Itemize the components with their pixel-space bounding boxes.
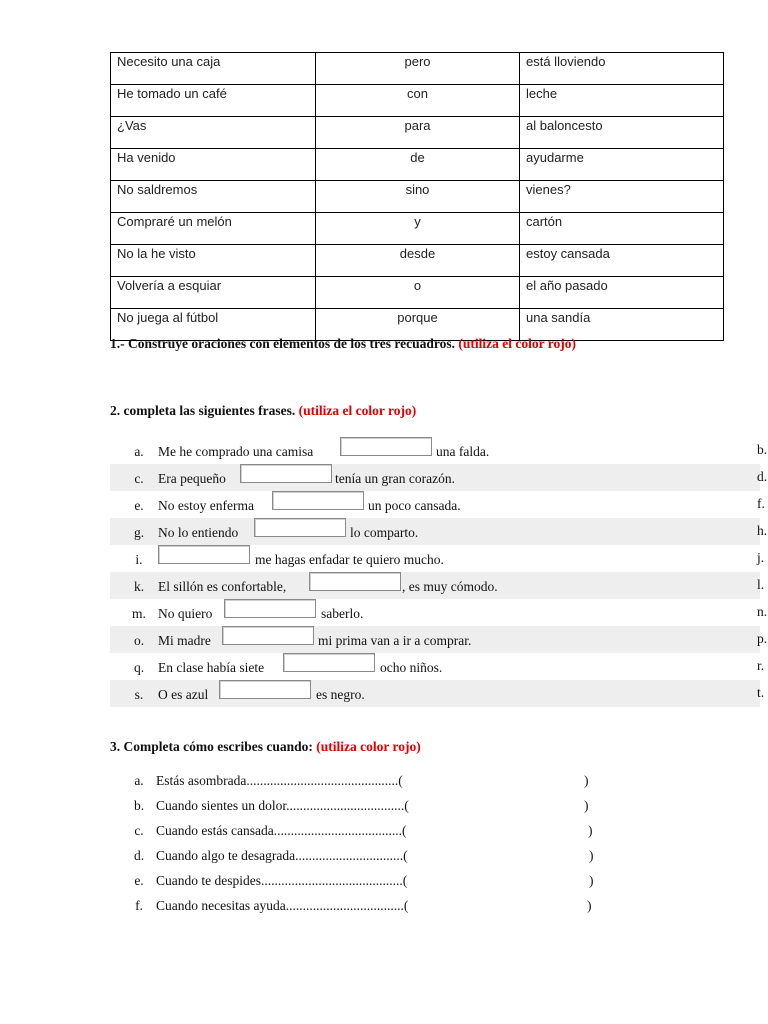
- item-text: Estás asombrada.............................................(: [156, 773, 403, 788]
- answer-field[interactable]: [240, 464, 332, 483]
- item-letter: i.: [135, 552, 143, 567]
- exercise-2-item: [110, 518, 760, 545]
- table-cell: al baloncesto: [520, 117, 724, 149]
- section-3-heading: [110, 739, 421, 755]
- table-cell: con: [316, 85, 520, 117]
- closing-paren: ): [584, 798, 589, 813]
- item-letter: a.: [134, 773, 144, 788]
- word-table: [110, 52, 724, 341]
- table-cell: ¿Vas: [111, 117, 316, 149]
- table-row: [111, 85, 724, 117]
- answer-field[interactable]: [340, 437, 432, 456]
- clipped-item-letter: b.: [757, 442, 768, 457]
- table-cell: pero: [316, 53, 520, 85]
- item-letter: c.: [134, 471, 144, 486]
- table-cell: No juega al fútbol: [111, 309, 316, 341]
- item-text-after: es negro.: [316, 687, 365, 702]
- item-text-after: lo comparto.: [350, 525, 419, 540]
- answer-field[interactable]: [283, 653, 375, 672]
- answer-field[interactable]: [224, 599, 316, 618]
- table-cell: estoy cansada: [520, 245, 724, 277]
- table-cell: y: [316, 213, 520, 245]
- table-cell: leche: [520, 85, 724, 117]
- item-letter: b.: [133, 798, 145, 813]
- item-text-before: En clase había siete: [158, 660, 265, 675]
- item-text: Cuando algo te desagrada................................(: [156, 848, 408, 863]
- exercise-2-item: [110, 599, 760, 626]
- table-cell: sino: [316, 181, 520, 213]
- clipped-item-letter: p.: [757, 631, 768, 646]
- item-text-before: El sillón es confortable,: [158, 579, 287, 594]
- closing-paren: ): [589, 873, 594, 888]
- item-letter: g.: [133, 525, 145, 540]
- section-3-note: (utiliza color rojo): [316, 739, 421, 754]
- table-row: [111, 181, 724, 213]
- clipped-item-letter: f.: [757, 496, 765, 511]
- table-row: [111, 53, 724, 85]
- exercise-2-item: [110, 491, 760, 518]
- section-2-note: (utiliza el color rojo): [298, 403, 417, 418]
- table-cell: de: [316, 149, 520, 181]
- table-cell: para: [316, 117, 520, 149]
- item-text: Cuando estás cansada......................................(: [156, 823, 407, 838]
- section-1-heading: [110, 336, 576, 352]
- table-row: [111, 245, 724, 277]
- table-row: [111, 277, 724, 309]
- table-cell: una sandía: [520, 309, 724, 341]
- clipped-item-letter: h.: [757, 523, 768, 538]
- item-letter: q.: [133, 660, 145, 675]
- answer-field[interactable]: [309, 572, 401, 591]
- exercise-2-item: [110, 572, 760, 599]
- item-text-before: O es azul: [158, 687, 209, 702]
- item-text-before: Me he comprado una camisa: [158, 444, 314, 459]
- table-cell: vienes?: [520, 181, 724, 213]
- item-text-before: Mi madre: [158, 633, 211, 648]
- table-cell: porque: [316, 309, 520, 341]
- section-2-heading: [110, 403, 416, 419]
- table-cell: Volvería a esquiar: [111, 277, 316, 309]
- table-cell: o: [316, 277, 520, 309]
- closing-paren: ): [587, 898, 592, 913]
- item-letter: e.: [134, 873, 144, 888]
- table-cell: desde: [316, 245, 520, 277]
- exercise-2-item: [110, 437, 760, 464]
- answer-field[interactable]: [222, 626, 314, 645]
- table-cell: No saldremos: [111, 181, 316, 213]
- item-text-after: me hagas enfadar te quiero mucho.: [255, 552, 444, 567]
- answer-field[interactable]: [254, 518, 346, 537]
- table-cell: He tomado un café: [111, 85, 316, 117]
- table-cell: Compraré un melón: [111, 213, 316, 245]
- section-3-title: 3. Completa cómo escribes cuando:: [110, 739, 313, 754]
- exercise-2-item: [110, 464, 760, 491]
- table-row: [111, 213, 724, 245]
- item-text-after: mi prima van a ir a comprar.: [318, 633, 472, 648]
- item-text: Cuando necesitas ayuda...................................(: [156, 898, 409, 913]
- item-letter: m.: [132, 606, 146, 621]
- item-letter: a.: [134, 444, 144, 459]
- section-1-note: (utiliza el color rojo): [458, 336, 576, 351]
- exercise-2-item: [110, 626, 760, 653]
- item-text: Cuando sientes un dolor...................................(: [156, 798, 409, 813]
- table-cell: cartón: [520, 213, 724, 245]
- clipped-item-letter: j.: [757, 550, 765, 565]
- table-row: [111, 117, 724, 149]
- item-text-after: , es muy cómodo.: [402, 579, 498, 594]
- item-text-after: ocho niños.: [380, 660, 443, 675]
- item-letter: d.: [133, 848, 145, 863]
- clipped-item-letter: d.: [757, 469, 768, 484]
- item-letter: c.: [134, 823, 144, 838]
- section-1-title: 1.- Construye oraciones con elementos de los tres recuadros.: [110, 336, 455, 351]
- item-text-before: Era pequeño: [158, 471, 226, 486]
- item-letter: s.: [134, 687, 144, 702]
- table-cell: está lloviendo: [520, 53, 724, 85]
- item-letter: f.: [135, 898, 143, 913]
- answer-field[interactable]: [272, 491, 364, 510]
- table-cell: No la he visto: [111, 245, 316, 277]
- exercise-2-item: [110, 680, 760, 707]
- clipped-item-letter: r.: [757, 658, 765, 673]
- closing-paren: ): [588, 823, 593, 838]
- table-cell: Ha venido: [111, 149, 316, 181]
- clipped-item-letter: t.: [757, 685, 765, 700]
- exercise-2-item: [110, 653, 760, 680]
- closing-paren: ): [589, 848, 594, 863]
- item-text-after: una falda.: [436, 444, 490, 459]
- table-cell: Necesito una caja: [111, 53, 316, 85]
- item-letter: k.: [133, 579, 145, 594]
- table-cell: ayudarme: [520, 149, 724, 181]
- item-text-before: No lo entiendo: [158, 525, 239, 540]
- item-text-after: tenía un gran corazón.: [335, 471, 455, 486]
- item-text-after: saberlo.: [321, 606, 364, 621]
- item-text-before: No estoy enferma: [158, 498, 254, 513]
- table-cell: el año pasado: [520, 277, 724, 309]
- item-letter: e.: [134, 498, 144, 513]
- exercise-2-item: [110, 545, 760, 572]
- answer-field[interactable]: [158, 545, 250, 564]
- item-text-before: No quiero: [158, 606, 213, 621]
- item-text: Cuando te despides..........................................(: [156, 873, 408, 888]
- section-2-title: 2. completa las siguientes frases.: [110, 403, 296, 418]
- table-row: [111, 149, 724, 181]
- closing-paren: ): [584, 773, 589, 788]
- item-text-after: un poco cansada.: [368, 498, 461, 513]
- answer-field[interactable]: [219, 680, 311, 699]
- clipped-item-letter: l.: [757, 577, 765, 592]
- item-letter: o.: [133, 633, 145, 648]
- clipped-item-letter: n.: [757, 604, 768, 619]
